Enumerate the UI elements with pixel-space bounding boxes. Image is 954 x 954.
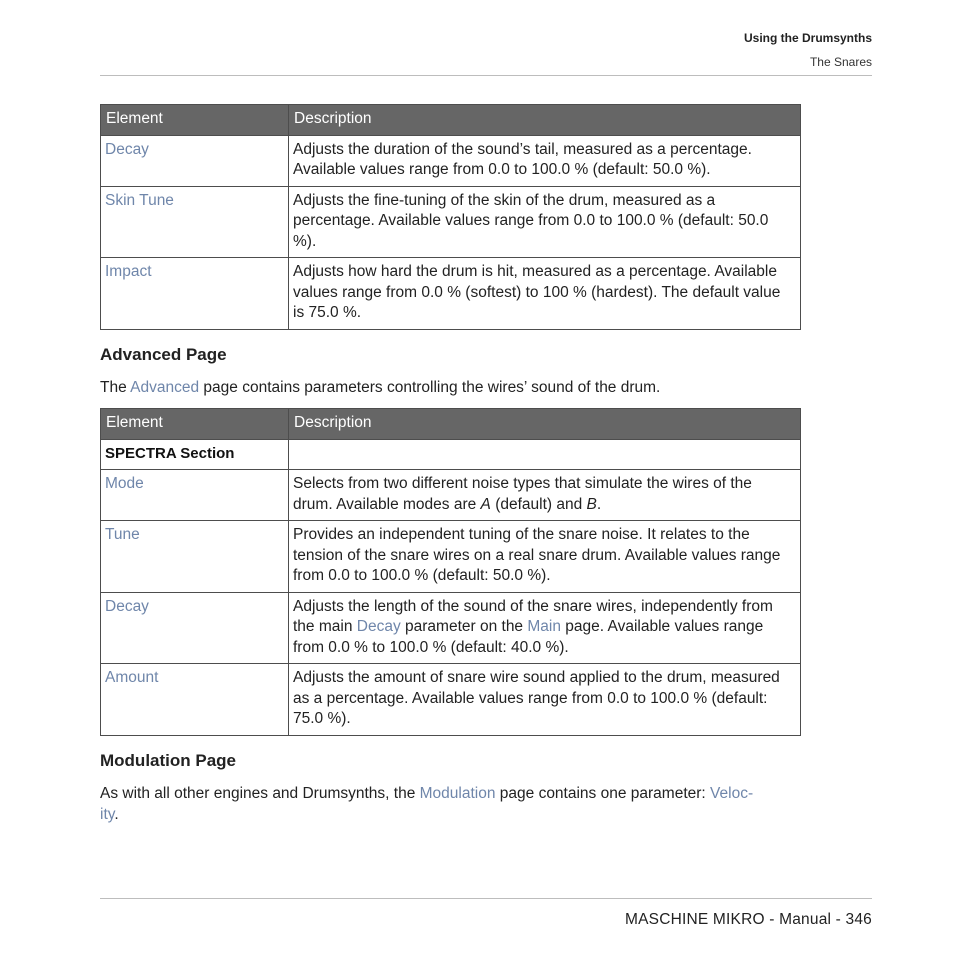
table-row [101,470,801,521]
element-description [289,470,801,521]
table-section-row [101,439,801,470]
description-text: Selects from two different noise types that simulate the wires of the drum. Available modes are [293,475,752,513]
element-link-skin-tune[interactable]: Skin Tune [105,191,174,209]
body-text: . [114,806,119,823]
table-header-row [101,409,801,440]
velocity-link[interactable]: Veloc- [710,785,754,802]
description-text: . [596,495,602,513]
description-text: parameter on the [400,618,528,635]
advanced-page-heading: Advanced Page [100,345,227,364]
body-text: As with all other engines and Drumsynths, the [100,785,420,802]
element-link-decay[interactable]: Decay [105,140,149,158]
column-header-description: Description [289,105,801,136]
modulation-page-text [100,783,800,825]
table-row [101,186,801,258]
advanced-parameters-table [100,408,801,736]
table-header-row [101,105,801,136]
body-text: page contains one parameter: [495,785,711,802]
main-page-link[interactable]: Main [527,618,561,635]
intro-text: page contains parameters controlling the wires’ sound of the drum. [199,379,661,396]
velocity-link-continued[interactable]: ity [100,806,115,823]
table-row [101,592,801,664]
table-row [101,258,801,330]
spectra-section-label: SPECTRA Section [105,444,235,462]
running-header-section: The Snares [809,55,872,69]
element-link-decay[interactable]: Decay [105,597,149,615]
advanced-link[interactable]: Advanced [130,379,200,396]
description-text: page. Available values range from 0.0 % to 100.0 % (default: 40.0 %). [293,618,764,656]
element-description: Adjusts how hard the drum is hit, measured as a percentage. Available values range from 0.0 % (softest) to 100 % (hardest). The default value is 75.0 %. [289,258,801,330]
modulation-link[interactable]: Modulation [419,785,496,802]
table-row [101,521,801,593]
column-header-element: Element [101,105,289,136]
element-description [289,592,801,664]
header-divider [100,75,872,76]
footer-divider [100,898,872,899]
advanced-page-intro [100,377,800,398]
page-footer: MASCHINE MIKRO - Manual - 346 [625,911,872,928]
element-link-amount[interactable]: Amount [105,669,159,686]
element-description: Adjusts the fine-tuning of the skin of the drum, measured as a percentage. Available values range from 0.0 to 100.0 % (default: 50.0 %). [289,186,801,258]
element-description: Adjusts the duration of the sound’s tail, measured as a percentage. Available values range from 0.0 to 100.0 % (default: 50.0 %). [289,135,801,186]
element-link-impact[interactable]: Impact [105,263,152,280]
main-parameters-table [100,104,801,330]
element-link-tune[interactable]: Tune [105,526,140,543]
column-header-element: Element [101,409,289,440]
modulation-page-heading: Modulation Page [100,751,236,770]
table-row [101,664,801,736]
running-header-chapter: Using the Drumsynths [743,31,872,45]
description-text: (default) and [490,495,587,513]
description-text: Adjusts the length of the sound of the snare wires, independently from the main [293,597,773,635]
decay-link[interactable]: Decay [356,618,401,635]
element-link-mode[interactable]: Mode [105,475,144,492]
column-header-description: Description [289,409,801,440]
intro-text: The [100,379,131,396]
empty-cell [289,439,801,470]
mode-a-value: A [480,495,491,513]
element-description: Adjusts the amount of snare wire sound applied to the drum, measured as a percentage. Available values range from 0.0 to 100.0 % (default: 75.0 %). [289,664,801,736]
mode-b-value: B [586,495,597,513]
element-description: Provides an independent tuning of the snare noise. It relates to the tension of the snare wires on a real snare drum. Available values range from 0.0 to 100.0 % (default: 50.0 %). [289,521,801,593]
table-row [101,135,801,186]
